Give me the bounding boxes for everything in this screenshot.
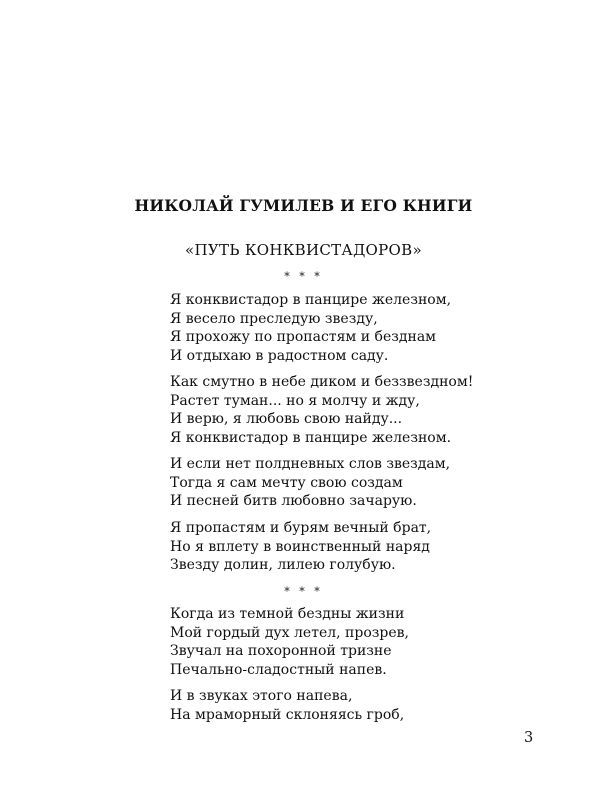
poem-separator: * * * <box>284 585 323 598</box>
poem-line: Я весело преследую звезду, <box>170 310 378 327</box>
poem-line: Я конквистадор в панцире железном, <box>170 292 452 308</box>
poem-line: Как смутно в небе диком и беззвездном! <box>170 374 474 390</box>
poem-line: Когда из темной бездны жизни <box>170 606 405 622</box>
poem-line: На мраморный склоняясь гроб, <box>170 706 405 723</box>
poem-line: Тогда я сам мечту свою создам <box>170 474 403 491</box>
poem-line: И в звуках этого напева, <box>170 688 353 704</box>
poem-stanza <box>170 605 500 679</box>
poem-line: И отдыхаю в радостном саду. <box>170 347 389 364</box>
poem-line: Звезду долин, лилею голубую. <box>170 557 396 574</box>
poem-line: И если нет полдневных слов звездам, <box>170 456 451 472</box>
poem-line: И верю, я любовь свою найду... <box>170 411 403 428</box>
poem-line: Растет туман... но я молчу и жду, <box>170 392 420 409</box>
poem-line: Но я вплету в воинственный наряд <box>170 538 430 555</box>
poem-line: Мой гордый дух летел, прозрев, <box>170 624 409 641</box>
poem-stanza <box>170 455 500 511</box>
poem-stanza <box>170 291 500 365</box>
poem-stanza <box>170 519 500 575</box>
poem-line: И песней битв любовно зачарую. <box>170 493 417 510</box>
poem-stanza <box>170 687 500 724</box>
poem-separator: * * * <box>284 270 323 283</box>
poem-line: Я конквистадор в панцире железном. <box>170 429 452 446</box>
poem-line: Печально-сладостный напев. <box>170 661 387 678</box>
section-title: «ПУТЬ КОНКВИСТАДОРОВ» <box>185 241 422 259</box>
poem-line: Звучал на похоронной тризне <box>170 643 392 660</box>
poem-line: Я пропастям и бурям вечный брат, <box>170 520 432 536</box>
poem-line: Я прохожу по пропастям и безднам <box>170 329 437 346</box>
page-number: 3 <box>524 730 534 746</box>
book-title: НИКОЛАЙ ГУМИЛЕВ И ЕГО КНИГИ <box>134 196 473 215</box>
poem-stanza <box>170 373 500 447</box>
